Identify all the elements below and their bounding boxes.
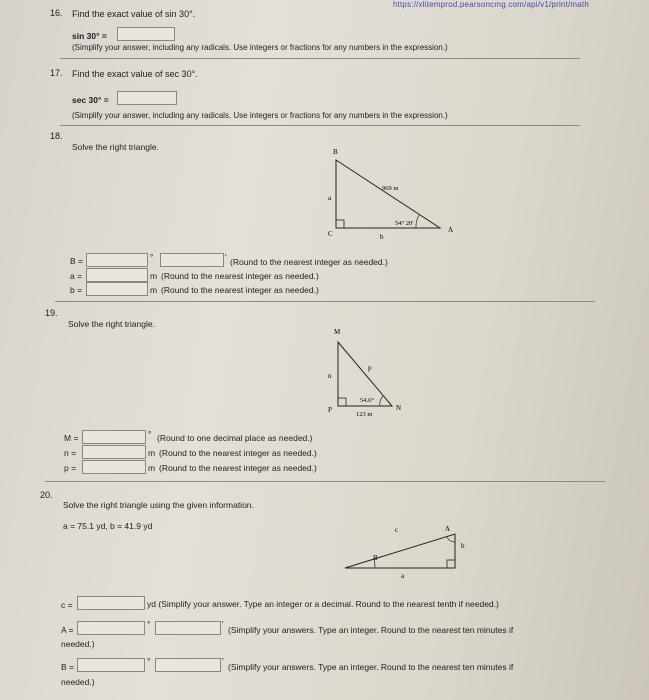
q18-triangle-figure: [300, 140, 470, 240]
q20-given: a = 75.1 yd, b = 41.9 yd: [63, 521, 153, 531]
q20-prompt: Solve the right triangle using the given information.: [63, 500, 254, 510]
q19-p-input[interactable]: [82, 460, 146, 474]
divider: [60, 58, 580, 59]
q18-a-label: a =: [70, 271, 83, 281]
q16-equation: sin 30° =: [72, 31, 107, 41]
q18-B-degree-symbol: °: [150, 252, 154, 262]
q19-vertex-M: M: [334, 328, 341, 336]
q20-number: 20.: [40, 490, 53, 500]
q18-b-label: b =: [70, 285, 83, 295]
q18-prompt: Solve the right triangle.: [72, 142, 159, 152]
q18-B-minutes-input[interactable]: [160, 253, 224, 267]
q19-vertex-N: N: [396, 404, 402, 412]
q19-base-label: 123 m: [356, 411, 373, 418]
q18-a-input[interactable]: [86, 268, 148, 282]
q20-vertex-A: A: [445, 525, 451, 533]
q20-A-label: A =: [61, 625, 74, 635]
q16-answer-input[interactable]: [117, 27, 175, 41]
q20-A-degrees-input[interactable]: [77, 621, 145, 635]
divider: [60, 125, 580, 126]
q18-hypotenuse-label: 969 m: [382, 185, 399, 192]
q18-B-degrees-input[interactable]: [86, 253, 148, 267]
q20-B-minutes-input[interactable]: [155, 658, 221, 672]
q20-B-label: B =: [61, 662, 74, 672]
q19-n-hint: (Round to the nearest integer as needed.): [159, 448, 317, 458]
q18-a-hint: (Round to the nearest integer as needed.): [161, 271, 319, 281]
q19-number: 19.: [45, 308, 58, 318]
q20-side-b: b: [461, 542, 465, 550]
q18-number: 18.: [50, 131, 63, 141]
q18-B-label: B =: [70, 256, 83, 266]
q20-c-input[interactable]: [77, 596, 145, 610]
q19-n-unit: m: [148, 448, 156, 458]
q20-triangle-figure: [335, 520, 495, 580]
q20-A-minutes-input[interactable]: [155, 621, 221, 635]
q19-M-input[interactable]: [82, 430, 146, 444]
q20-A-hint: (Simplify your answers. Type an integer. Round to the nearest ten minutes if: [228, 625, 514, 635]
q19-p-unit: m: [148, 463, 156, 473]
q19-angle-label: 54.6°: [360, 397, 374, 404]
q17-note: (Simplify your answer, including any radicals. Use integers or fractions for any numbers in the expression.): [72, 111, 448, 120]
q20-vertex-B: B: [373, 554, 378, 562]
q20-B-minute-symbol: ': [222, 656, 224, 666]
q18-B-hint: (Round to the nearest integer as needed.): [230, 257, 388, 267]
q19-M-hint: (Round to one decimal place as needed.): [157, 433, 313, 443]
divider: [45, 481, 605, 482]
q19-side-n: n: [328, 372, 332, 380]
q20-side-a: a: [401, 572, 405, 580]
q19-vertex-P: P: [328, 406, 332, 414]
q19-p-hint: (Round to the nearest integer as needed.): [159, 463, 317, 473]
q18-b-hint: (Round to the nearest integer as needed.): [161, 285, 319, 295]
q20-A-degree-symbol: °: [147, 619, 151, 629]
q16-prompt: Find the exact value of sin 30°.: [72, 9, 196, 19]
q20-c-hint: yd (Simplify your answer. Type an integer or a decimal. Round to the nearest tenth if needed.): [147, 599, 499, 609]
q17-equation: sec 30° =: [72, 95, 109, 105]
q18-vertex-C: C: [328, 230, 333, 238]
q19-prompt: Solve the right triangle.: [68, 319, 155, 329]
q18-B-minute-symbol: ': [225, 252, 227, 262]
q19-n-label: n =: [64, 448, 77, 458]
q17-prompt: Find the exact value of sec 30°.: [72, 69, 198, 79]
q20-A-minute-symbol: ': [222, 619, 224, 629]
q20-B-degrees-input[interactable]: [77, 658, 145, 672]
q16-note: (Simplify your answer, including any radicals. Use integers or fractions for any numbers in the expression.): [72, 43, 448, 52]
q18-vertex-A: A: [448, 226, 454, 234]
q17-number: 17.: [50, 68, 63, 78]
q18-side-b: b: [380, 233, 384, 240]
q19-M-unit: °: [148, 429, 152, 439]
q18-vertex-B: B: [333, 148, 338, 156]
q16-number: 16.: [50, 8, 63, 18]
q20-c-label: c =: [61, 600, 73, 610]
page-url: https://xlitemprod.pearsoncmg.com/api/v1/print/math: [392, 0, 589, 9]
q18-a-unit: m: [150, 271, 158, 281]
q20-B-hint: (Simplify your answers. Type an integer. Round to the nearest ten minutes if: [228, 662, 514, 672]
q17-answer-input[interactable]: [117, 91, 177, 105]
q19-triangle-figure: [310, 320, 420, 420]
q18-b-unit: m: [150, 285, 158, 295]
q18-side-a: a: [328, 194, 332, 202]
q20-A-hint-cont: needed.): [61, 639, 95, 649]
q20-side-c: c: [395, 526, 399, 534]
q20-B-hint-cont: needed.): [61, 677, 95, 687]
q20-B-degree-symbol: °: [147, 656, 151, 666]
q19-M-label: M =: [64, 433, 79, 443]
q18-b-input[interactable]: [86, 282, 148, 296]
q19-n-input[interactable]: [82, 445, 146, 459]
divider: [55, 301, 595, 302]
q18-angle-label: 54° 20': [395, 220, 414, 227]
q19-p-label: p =: [64, 463, 77, 473]
q19-side-p: p: [368, 364, 372, 372]
